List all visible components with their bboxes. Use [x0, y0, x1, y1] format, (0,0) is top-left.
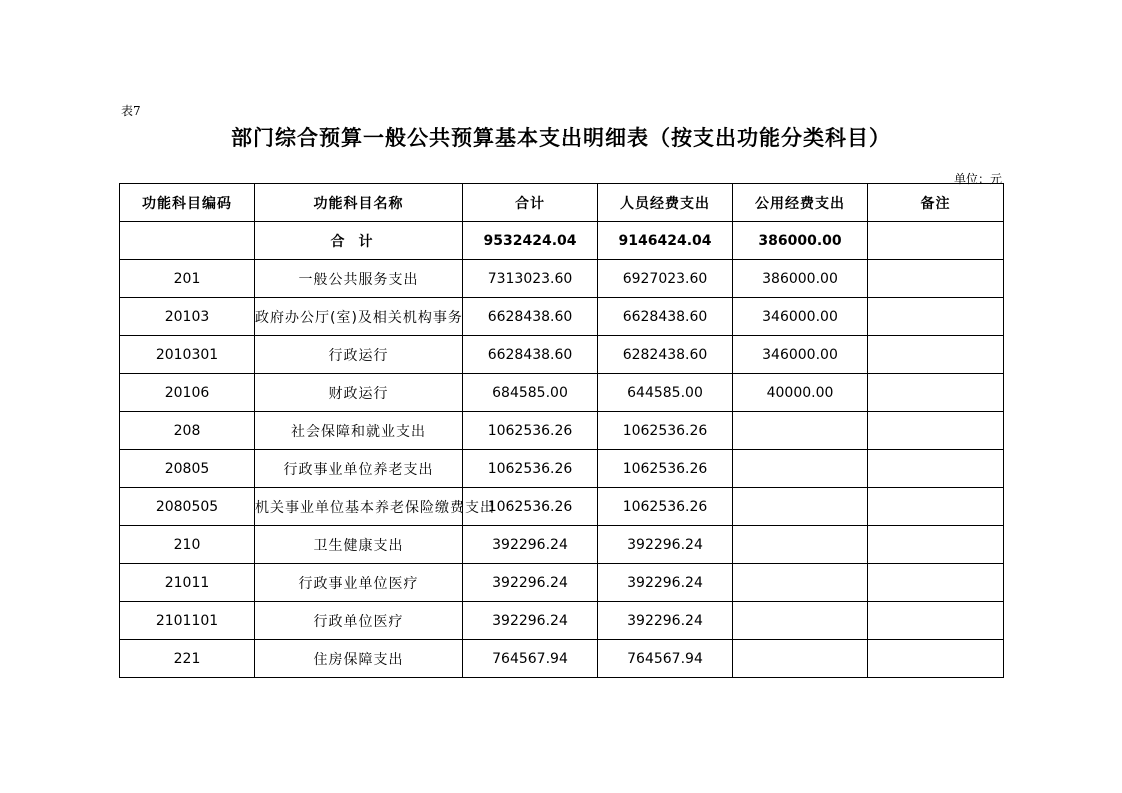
- total-name: 合计: [255, 222, 463, 260]
- row-remark: [868, 412, 1004, 450]
- table-row: [120, 260, 1004, 298]
- row-personnel: 764567.94: [598, 640, 733, 678]
- row-total: 6628438.60: [463, 336, 598, 374]
- row-remark: [868, 450, 1004, 488]
- row-name: [255, 260, 463, 298]
- row-code: 210: [120, 526, 255, 564]
- row-total: 6628438.60: [463, 298, 598, 336]
- total-public: 386000.00: [733, 222, 868, 260]
- row-total: 1062536.26: [463, 450, 598, 488]
- row-code: 208: [120, 412, 255, 450]
- row-total: 392296.24: [463, 564, 598, 602]
- table-row: [120, 412, 1004, 450]
- row-public: [733, 412, 868, 450]
- row-public: [733, 488, 868, 526]
- table-row: [120, 374, 1004, 412]
- row-remark: [868, 374, 1004, 412]
- row-name-text: 政府办公厅(室)及相关机构事务: [255, 309, 463, 326]
- row-name: [255, 602, 463, 640]
- row-name: [255, 336, 463, 374]
- row-name-text: 财政运行: [328, 385, 389, 402]
- row-code: 2010301: [120, 336, 255, 374]
- row-public: [733, 640, 868, 678]
- unit-label: 单位：元: [953, 172, 1002, 186]
- row-name: [255, 488, 495, 526]
- row-code: 20805: [120, 450, 255, 488]
- header-remark: 备注: [868, 184, 1004, 222]
- row-code: 21011: [120, 564, 255, 602]
- table-row: [120, 526, 1004, 564]
- row-public: 386000.00: [733, 260, 868, 298]
- row-code: 221: [120, 640, 255, 678]
- row-public: [733, 450, 868, 488]
- header-public: 公用经费支出: [733, 184, 868, 222]
- row-personnel: 6927023.60: [598, 260, 733, 298]
- row-remark: [868, 298, 1004, 336]
- row-personnel: 1062536.26: [598, 412, 733, 450]
- row-name: [255, 298, 463, 336]
- row-personnel: 392296.24: [598, 564, 733, 602]
- row-personnel: 1062536.26: [598, 488, 733, 526]
- row-remark: [868, 564, 1004, 602]
- header-name: 功能科目名称: [255, 184, 463, 222]
- row-name-text: 社会保障和就业支出: [291, 423, 426, 440]
- table-row: [120, 450, 1004, 488]
- table-row: [120, 640, 1004, 678]
- header-total: 合计: [463, 184, 598, 222]
- row-remark: [868, 526, 1004, 564]
- row-public: [733, 526, 868, 564]
- row-name: [255, 374, 463, 412]
- row-total: 764567.94: [463, 640, 598, 678]
- row-personnel: 6628438.60: [598, 298, 733, 336]
- row-public: 40000.00: [733, 374, 868, 412]
- header-code: 功能科目编码: [120, 184, 255, 222]
- row-total: 7313023.60: [463, 260, 598, 298]
- table-row: [120, 298, 1004, 336]
- total-code: [120, 222, 255, 260]
- row-public: [733, 564, 868, 602]
- row-remark: [868, 336, 1004, 374]
- row-personnel: 644585.00: [598, 374, 733, 412]
- row-personnel: 392296.24: [598, 602, 733, 640]
- total-row: [120, 222, 1004, 260]
- row-public: 346000.00: [733, 336, 868, 374]
- row-remark: [868, 488, 1004, 526]
- row-remark: [868, 640, 1004, 678]
- total-remark: [868, 222, 1004, 260]
- row-name-text: 机关事业单位基本养老保险缴费支出: [255, 499, 495, 516]
- page-title: 部门综合预算一般公共预算基本支出明细表（按支出功能分类科目）: [231, 126, 891, 150]
- row-name: [255, 526, 463, 564]
- row-code: 201: [120, 260, 255, 298]
- row-name-text: 住房保障支出: [313, 651, 404, 668]
- table-row: [120, 488, 1004, 526]
- table-row: [120, 602, 1004, 640]
- row-name-text: 卫生健康支出: [313, 537, 404, 554]
- row-name: [255, 564, 463, 602]
- header-row: [120, 184, 1004, 222]
- row-name-text: 行政事业单位养老支出: [283, 461, 434, 478]
- row-name-text: 一般公共服务支出: [298, 271, 419, 288]
- row-name: [255, 450, 463, 488]
- table-row: [120, 564, 1004, 602]
- row-total: 1062536.26: [463, 412, 598, 450]
- row-total: 684585.00: [463, 374, 598, 412]
- row-total: 1062536.26: [463, 488, 598, 526]
- row-name-text: 行政运行: [328, 347, 389, 364]
- row-name: [255, 412, 463, 450]
- table-row: [120, 336, 1004, 374]
- row-name: [255, 640, 463, 678]
- row-personnel: 6282438.60: [598, 336, 733, 374]
- row-public: [733, 602, 868, 640]
- total-total: 9532424.04: [463, 222, 598, 260]
- row-code: 20106: [120, 374, 255, 412]
- row-remark: [868, 602, 1004, 640]
- table-number: 表7: [121, 104, 141, 118]
- row-remark: [868, 260, 1004, 298]
- row-code: 2080505: [120, 488, 255, 526]
- row-name-text: 行政单位医疗: [313, 613, 404, 630]
- row-code: 2101101: [120, 602, 255, 640]
- budget-table: [119, 183, 1004, 678]
- header-personnel: 人员经费支出: [598, 184, 733, 222]
- row-public: 346000.00: [733, 298, 868, 336]
- row-personnel: 392296.24: [598, 526, 733, 564]
- total-personnel: 9146424.04: [598, 222, 733, 260]
- row-personnel: 1062536.26: [598, 450, 733, 488]
- row-total: 392296.24: [463, 526, 598, 564]
- row-code: 20103: [120, 298, 255, 336]
- row-total: 392296.24: [463, 602, 598, 640]
- row-name-text: 行政事业单位医疗: [298, 575, 419, 592]
